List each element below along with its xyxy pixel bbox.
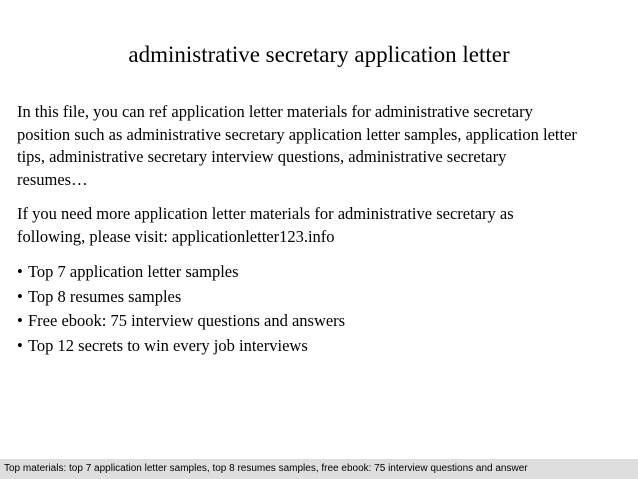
bullet-item [17,334,627,359]
bullet-item [17,309,627,334]
intro-paragraph [17,101,627,191]
intro-line: In this file, you can ref application letter materials for administrative secretary [17,102,533,121]
visit-line: following, please visit: applicationletter123.info [17,226,335,246]
bullet-marker: • [17,262,23,281]
visit-line: If you need more application letter materials for administrative secretary as [17,204,514,223]
bullet-marker: • [17,286,23,306]
bullet-text: Free ebook: 75 interview questions and answers [28,311,346,330]
intro-line: resumes… [17,169,88,189]
bullet-item [17,260,627,285]
bullet-marker: • [17,311,23,330]
bullet-text: Top 7 application letter samples [28,262,239,281]
slide-title: administrative secretary application letter [128,42,510,67]
bullet-marker: • [17,335,23,355]
intro-line: position such as administrative secretary application letter samples, application letter [17,124,577,144]
footer-bar: Top materials: top 7 application letter samples, top 8 resumes samples, free ebook: 75 interview questions and answer [0,459,638,479]
bullet-text: Top 12 secrets to win every job interviews [28,335,308,355]
intro-line: tips, administrative secretary interview questions, administrative secretary [17,147,507,166]
bullet-list [17,260,627,358]
bullet-item [17,285,627,310]
visit-paragraph [17,203,627,248]
bullet-text: Top 8 resumes samples [28,286,182,306]
